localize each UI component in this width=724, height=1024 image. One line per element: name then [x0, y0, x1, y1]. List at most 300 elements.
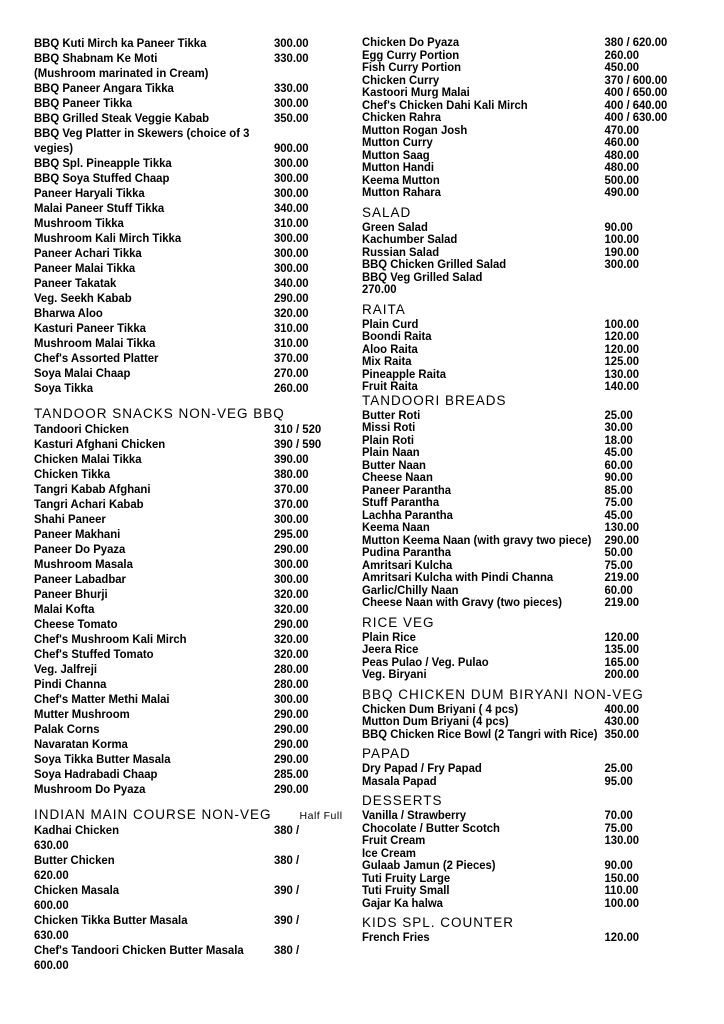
menu-item-price: 300.00 [273, 171, 309, 185]
menu-item [34, 171, 332, 186]
menu-item-price: 350.00 [273, 111, 309, 125]
menu-item [34, 351, 332, 366]
menu-item-name: Mutton Rogan Josh [362, 122, 468, 137]
menu-item-name: Tuti Fruity Large [362, 870, 451, 885]
menu-item-name: BBQ Paneer Angara Tikka [34, 81, 174, 95]
menu-item-price: 310.00 [273, 321, 309, 335]
menu-item [34, 366, 332, 381]
menu-item-name: BBQ Veg Grilled Salad [362, 269, 483, 284]
menu-item [34, 572, 332, 587]
menu-item-name: Butter Roti [362, 407, 421, 422]
menu-item [34, 752, 332, 767]
menu-item-price: 320.00 [273, 632, 309, 646]
menu-item-name: Ice Cream [362, 845, 416, 860]
menu-item [34, 737, 332, 752]
menu-item [34, 617, 332, 632]
section-heading: DESSERTS [362, 793, 443, 808]
menu-item [362, 186, 644, 199]
menu-item-name: Green Salad [362, 219, 428, 234]
menu-item [34, 452, 332, 467]
menu-item-price: 470.00 [604, 122, 640, 137]
menu-item-price: 285.00 [273, 767, 309, 781]
desserts-section [362, 809, 662, 909]
section-heading: TANDOOR SNACKS NON-VEG BBQ [34, 406, 285, 421]
menu-item-name: Mushroom Malai Tikka [34, 336, 156, 350]
menu-item [34, 557, 332, 572]
menu-item-full-row [34, 928, 332, 943]
menu-item-full-row [34, 838, 332, 853]
menu-item-price: 290.00 [273, 722, 309, 736]
menu-item [362, 897, 644, 910]
menu-item-name: Paneer Haryali Tikka [34, 186, 145, 200]
menu-item [34, 767, 332, 782]
menu-item-price: 290.00 [273, 737, 309, 751]
menu-item-price: 300.00 [273, 512, 309, 526]
menu-item-price: 320.00 [273, 647, 309, 661]
menu-item-name: BBQ Soya Stuffed Chaap [34, 171, 170, 185]
menu-item-price: 219.00 [604, 570, 640, 584]
menu-item-price: 300.00 [273, 186, 309, 200]
menu-item [362, 668, 644, 681]
menu-item-name: Mutton Handi [362, 160, 435, 174]
section-heading [34, 807, 354, 823]
menu-item [34, 722, 332, 737]
menu-item-name: BBQ Shabnam Ke Moti [34, 51, 158, 65]
menu-item-price: 120.00 [604, 629, 640, 644]
menu-item-name: Fruit Raita [362, 379, 418, 393]
menu-item-price: 300.00 [273, 156, 309, 170]
menu-item-price: 400 / 640.00 [604, 97, 668, 112]
menu-item-name: Navaratan Korma [34, 737, 128, 751]
menu-item [34, 587, 332, 602]
menu-item-name: Veg. Seekh Kabab [34, 291, 132, 305]
papad-section [362, 762, 662, 787]
indian-main-course-section [34, 823, 354, 973]
menu-item-price: 350.00 [604, 726, 640, 741]
menu-item-price: 480.00 [604, 147, 640, 162]
menu-item-price: 260.00 [604, 47, 640, 62]
menu-item-name: Mix Raita [362, 354, 412, 368]
menu-item-name: Kasturi Paneer Tikka [34, 321, 146, 335]
menu-item-name: Chicken Do Pyaza [362, 35, 460, 49]
menu-item-name: Mutton Keema Naan (with gravy two piece) [362, 532, 592, 547]
menu-item-price: 290.00 [273, 617, 309, 631]
menu-item-price: 300.00 [273, 246, 309, 260]
menu-item-name: Soya Tikka Butter Masala [34, 752, 171, 766]
menu-item [34, 156, 332, 171]
menu-item [34, 96, 332, 111]
menu-item [34, 422, 332, 437]
menu-item-name: Malai Kofta [34, 602, 95, 616]
menu-item-name: Malai Paneer Stuff Tikka [34, 201, 165, 215]
menu-item-full-row [34, 898, 332, 913]
menu-item-price: 290.00 [273, 542, 309, 556]
section-heading: SALAD [362, 204, 412, 220]
menu-item-name: BBQ Spl. Pineapple Tikka [34, 156, 172, 170]
bbq-veg-section [34, 36, 354, 396]
menu-item-price: 460.00 [604, 135, 640, 149]
menu-item-name: Tangri Achari Kabab [34, 497, 144, 511]
menu-item-name: Mushroom Tikka [34, 216, 124, 230]
menu-item-name: Pindi Channa [34, 677, 107, 691]
menu-item-name: BBQ Grilled Steak Veggie Kabab [34, 111, 210, 125]
menu-item [34, 111, 332, 126]
section-heading: PAPAD [362, 746, 411, 761]
menu-item-name: Paneer Do Pyaza [34, 542, 126, 556]
menu-item-name: BBQ Chicken Grilled Salad [362, 257, 507, 271]
kids-counter-section [362, 931, 662, 944]
menu-item-name: Chicken Rahra [362, 110, 441, 124]
menu-item-price: 85.00 [604, 482, 633, 497]
menu-item-price: 45.00 [604, 507, 633, 522]
menu-item [34, 437, 332, 452]
menu-item-price: 140.00 [604, 379, 640, 393]
menu-item [34, 201, 332, 216]
menu-item-price: 280.00 [273, 662, 309, 676]
menu-item-price: 90.00 [604, 470, 633, 484]
menu-item-price: 120.00 [604, 930, 640, 944]
menu-item-price: 300.00 [273, 572, 309, 586]
menu-item-price: 30.00 [604, 420, 633, 434]
menu-item-name: Mutton Dum Briyani (4 pcs) [362, 714, 509, 728]
menu-item-price: 310 / 520 [273, 422, 322, 436]
menu-item-name: Mutter Mushroom [34, 707, 130, 721]
menu-item [34, 782, 332, 797]
menu-item-name: Mutton Rahara [362, 185, 441, 199]
menu-item-price: 300.00 [273, 692, 309, 706]
menu-item-name: Paneer Takatak [34, 276, 117, 290]
menu-item-name: Kasturi Afghani Chicken [34, 437, 166, 451]
menu-item-name: Soya Malai Chaap [34, 366, 131, 380]
menu-item-name: Chef's Chicken Dahi Kali Mirch [362, 97, 528, 112]
menu-item-price: 60.00 [604, 582, 633, 597]
menu-item-name: Plain Curd [362, 316, 419, 331]
menu-item-name: Boondi Raita [362, 329, 432, 343]
menu-item-price: 165.00 [604, 654, 640, 669]
menu-item [362, 596, 644, 609]
menu-item-price: 320.00 [273, 602, 309, 616]
menu-item [34, 51, 332, 66]
menu-item-name: Kachumber Salad [362, 232, 458, 246]
menu-item-price: 125.00 [604, 354, 640, 368]
menu-item-price: 290.00 [273, 707, 309, 721]
menu-item-price: 100.00 [604, 316, 640, 331]
menu-item-name: Paneer Parantha [362, 482, 452, 497]
menu-item-name: Gulaab Jamun (2 Pieces) [362, 858, 496, 872]
menu-item-full-price: 630.00 [34, 838, 69, 852]
menu-item [362, 728, 644, 741]
menu-item-name: Bharwa Aloo [34, 306, 103, 320]
menu-item-price: 400 / 630.00 [604, 110, 668, 124]
menu-item [34, 66, 332, 81]
menu-item-price: 120.00 [604, 341, 640, 356]
menu-item-half-price: 390 / [273, 883, 300, 897]
menu-item-price: 300.00 [273, 557, 309, 571]
menu-item-price: 130.00 [604, 833, 640, 847]
menu-item-price: 300.00 [604, 257, 640, 271]
menu-item-price: 290.00 [273, 752, 309, 766]
menu-item-price: 500.00 [604, 172, 640, 187]
menu-item-price: 310.00 [273, 336, 309, 350]
menu-item-name: Paneer Makhani [34, 527, 121, 541]
menu-item-name: Tangri Kabab Afghani [34, 482, 151, 496]
menu-item-price: 340.00 [273, 276, 309, 290]
menu-item-name: Chicken Curry [362, 72, 440, 87]
menu-item-name: Keema Naan [362, 520, 430, 534]
menu-item-price: 50.00 [604, 545, 633, 559]
menu-item-price: 90.00 [604, 219, 633, 234]
menu-item-name: Plain Roti [362, 432, 415, 447]
menu-item-name: Stuff Parantha [362, 495, 440, 509]
menu-item-name: Plain Naan [362, 445, 420, 459]
menu-item-name: Chef's Assorted Platter [34, 351, 159, 365]
menu-item-name: Shahi Paneer [34, 512, 106, 526]
menu-item-price: 430.00 [604, 714, 640, 728]
menu-item-price: 290.00 [604, 532, 640, 547]
menu-item-name: 270.00 [362, 282, 397, 296]
menu-item-name: Masala Papad [362, 773, 437, 788]
menu-item-price: 18.00 [604, 432, 633, 447]
menu-item-name: Cheese Tomato [34, 617, 118, 631]
menu-item-price: 400.00 [604, 701, 640, 716]
menu-item [34, 512, 332, 527]
menu-item [34, 381, 332, 396]
menu-item [362, 775, 644, 788]
menu-item-price: 270.00 [273, 366, 309, 380]
menu-item-price: 300.00 [273, 231, 309, 245]
menu-item-name: Chicken Dum Briyani ( 4 pcs) [362, 701, 519, 716]
section-heading: KIDS SPL. COUNTER [362, 915, 515, 930]
menu-item [34, 186, 332, 201]
tandoor-snacks-section [34, 422, 354, 797]
menu-item [34, 632, 332, 647]
menu-item-name: Fruit Cream [362, 833, 426, 847]
menu-item [34, 261, 332, 276]
menu-item-price: 75.00 [604, 557, 633, 572]
menu-item [34, 81, 332, 96]
menu-item-full-price: 630.00 [34, 928, 69, 942]
menu-item-price: 390.00 [273, 452, 309, 466]
menu-item [34, 853, 332, 868]
menu-item-price: 75.00 [604, 820, 633, 835]
menu-item-price: 200.00 [604, 667, 640, 681]
left-menu-column [34, 36, 354, 973]
rice-veg-section [362, 631, 662, 681]
menu-item [34, 482, 332, 497]
menu-item-price: 370 / 600.00 [604, 72, 668, 87]
menu-item-price: 490.00 [604, 185, 640, 199]
menu-item-name: Pudina Parantha [362, 545, 452, 559]
menu-item-price: 320.00 [273, 587, 309, 601]
menu-item-name: Mushroom Kali Mirch Tikka [34, 231, 182, 245]
menu-item [34, 943, 332, 958]
menu-item-price: 130.00 [604, 520, 640, 534]
menu-item-name: BBQ Chicken Rice Bowl (2 Tangri with Rice) [362, 726, 598, 741]
menu-item-price: 300.00 [273, 36, 309, 50]
menu-item-full-price: 600.00 [34, 898, 69, 912]
menu-item [34, 527, 332, 542]
menu-item-name: Mutton Curry [362, 135, 433, 149]
menu-item-name: Amritsari Kulcha [362, 557, 453, 572]
menu-item-price: 295.00 [273, 527, 309, 541]
menu-item [34, 707, 332, 722]
menu-item-price: 90.00 [604, 858, 633, 872]
menu-item-name: Kastoori Murg Malai [362, 85, 470, 99]
menu-item [34, 662, 332, 677]
menu-item-half-price: 380 / [273, 823, 300, 837]
menu-item-name: Fish Curry Portion [362, 60, 462, 74]
menu-item [34, 467, 332, 482]
menu-item-name: Palak Corns [34, 722, 100, 736]
menu-item-name: Soya Hadrabadi Chaap [34, 767, 158, 781]
menu-item-price: 380 / 620.00 [604, 35, 668, 49]
menu-item-name: Chef's Mushroom Kali Mirch [34, 632, 187, 646]
menu-item-price: 219.00 [604, 595, 640, 609]
menu-item-price: 45.00 [604, 445, 633, 459]
menu-item-name: Chicken Masala [34, 883, 120, 897]
menu-item-name: Tandoori Chicken [34, 422, 129, 436]
menu-item [34, 647, 332, 662]
menu-item-price: 100.00 [604, 232, 640, 246]
menu-item-name: French Fries [362, 930, 430, 944]
menu-item [34, 141, 332, 156]
tandoori-breads-section [362, 409, 662, 609]
menu-item-name: Aloo Raita [362, 341, 418, 356]
menu-item-price: 75.00 [604, 495, 633, 509]
menu-item-price: 340.00 [273, 201, 309, 215]
menu-item-name: BBQ Veg Platter in Skewers (choice of 3 [34, 126, 250, 140]
menu-item [34, 542, 332, 557]
menu-item-price: 120.00 [604, 329, 640, 343]
menu-item-price: 390 / 590 [273, 437, 322, 451]
menu-item [34, 677, 332, 692]
non-veg-curries-section [362, 35, 668, 199]
menu-item-half-price: 380 / [273, 853, 300, 867]
menu-item-price: 330.00 [273, 51, 309, 65]
menu-item-price: 380.00 [273, 467, 309, 481]
menu-item-price: 480.00 [604, 160, 640, 174]
menu-item-price: 370.00 [273, 351, 309, 365]
menu-item-full-price: 620.00 [34, 868, 69, 882]
menu-item-name: Chef's Stuffed Tomato [34, 647, 154, 661]
menu-item-price: 130.00 [604, 366, 640, 381]
indian-main-course-heading: INDIAN MAIN COURSE NON-VEG [34, 807, 272, 822]
menu-item-name: Chef's Tandoori Chicken Butter Masala [34, 943, 244, 957]
menu-item-name: Russian Salad [362, 244, 440, 259]
menu-item [34, 497, 332, 512]
menu-item-name: Tuti Fruity Small [362, 883, 450, 897]
menu-item-price: 110.00 [604, 883, 639, 897]
menu-item-name: Jeera Rice [362, 642, 419, 656]
menu-item [362, 271, 644, 284]
menu-item [34, 231, 332, 246]
menu-item [362, 931, 644, 944]
menu-item-price: 330.00 [273, 81, 309, 95]
menu-item-name: Paneer Achari Tikka [34, 246, 142, 260]
menu-item-name: Veg. Biryani [362, 667, 427, 681]
menu-item-price: 25.00 [604, 407, 633, 422]
right-menu-column [362, 35, 668, 944]
menu-item-price: 190.00 [604, 244, 640, 259]
menu-item-name: Veg. Jalfreji [34, 662, 98, 676]
menu-item-price: 900.00 [273, 141, 309, 155]
menu-item-name: Plain Rice [362, 629, 416, 644]
menu-item-name: Vanilla / Strawberry [362, 808, 467, 822]
menu-item-price: 100.00 [604, 895, 640, 910]
half-full-label: Half Full [299, 810, 343, 822]
menu-item-name: Missi Roti [362, 420, 416, 434]
menu-item-price: 60.00 [604, 457, 633, 472]
menu-item-name: Soya Tikka [34, 381, 94, 395]
menu-item-name: Chocolate / Butter Scotch [362, 820, 500, 835]
menu-item-price: 290.00 [273, 291, 309, 305]
menu-item-name: Lachha Parantha [362, 507, 453, 522]
menu-item [34, 692, 332, 707]
menu-item [34, 291, 332, 306]
section-heading: RICE VEG [362, 614, 435, 630]
menu-item-price: 280.00 [273, 677, 309, 691]
menu-item-name: Chicken Tikka [34, 467, 111, 481]
menu-item-price: 300.00 [273, 96, 309, 110]
menu-item-price: 150.00 [604, 870, 640, 885]
menu-item-name: Dry Papad / Fry Papad [362, 761, 482, 775]
menu-item-full-row [34, 958, 332, 973]
menu-item-name: Chef's Matter Methi Malai [34, 692, 170, 706]
salad-section [362, 221, 662, 296]
menu-item-name: BBQ Paneer Tikka [34, 96, 133, 110]
menu-item [34, 276, 332, 291]
menu-item [34, 883, 332, 898]
menu-item-half-price: 380 / [273, 943, 300, 957]
menu-item-full-row [34, 868, 332, 883]
menu-item-price: 450.00 [604, 60, 640, 74]
menu-item-price: 370.00 [273, 482, 309, 496]
menu-item-half-price: 390 / [273, 913, 300, 927]
menu-item-name: BBQ Kuti Mirch ka Paneer Tikka [34, 36, 207, 50]
menu-item [34, 913, 332, 928]
menu-item-name: Pineapple Raita [362, 366, 447, 381]
menu-item [34, 336, 332, 351]
section-heading: BBQ CHICKEN DUM BIRYANI NON-VEG [362, 686, 644, 702]
raita-section [362, 318, 662, 393]
menu-item-name: Kadhai Chicken [34, 823, 120, 837]
section-heading: TANDOORI BREADS [362, 392, 507, 408]
menu-item [34, 246, 332, 261]
menu-item-name: Garlic/Chilly Naan [362, 582, 459, 597]
biryani-section [362, 703, 662, 741]
menu-item-name: Mushroom Do Pyaza [34, 782, 146, 796]
menu-item-name: Peas Pulao / Veg. Pulao [362, 654, 489, 669]
menu-item-price: 290.00 [273, 782, 309, 796]
menu-item [362, 283, 644, 296]
menu-item-price: 400 / 650.00 [604, 85, 668, 99]
menu-item-name: Butter Chicken [34, 853, 115, 867]
menu-item [34, 602, 332, 617]
menu-item-name: Chicken Tikka Butter Masala [34, 913, 188, 927]
menu-item-price: 260.00 [273, 381, 309, 395]
menu-item-price: 70.00 [604, 808, 633, 822]
menu-item-price: 310.00 [273, 216, 309, 230]
menu-item [362, 380, 644, 393]
menu-item [34, 126, 332, 141]
menu-item-price: 370.00 [273, 497, 309, 511]
menu-item-name: Cheese Naan with Gravy (two pieces) [362, 595, 562, 609]
menu-item-name: Mushroom Masala [34, 557, 133, 571]
menu-item [34, 36, 332, 51]
menu-item-price: 135.00 [604, 642, 640, 656]
menu-item-name: Paneer Bhurji [34, 587, 108, 601]
menu-item [34, 306, 332, 321]
